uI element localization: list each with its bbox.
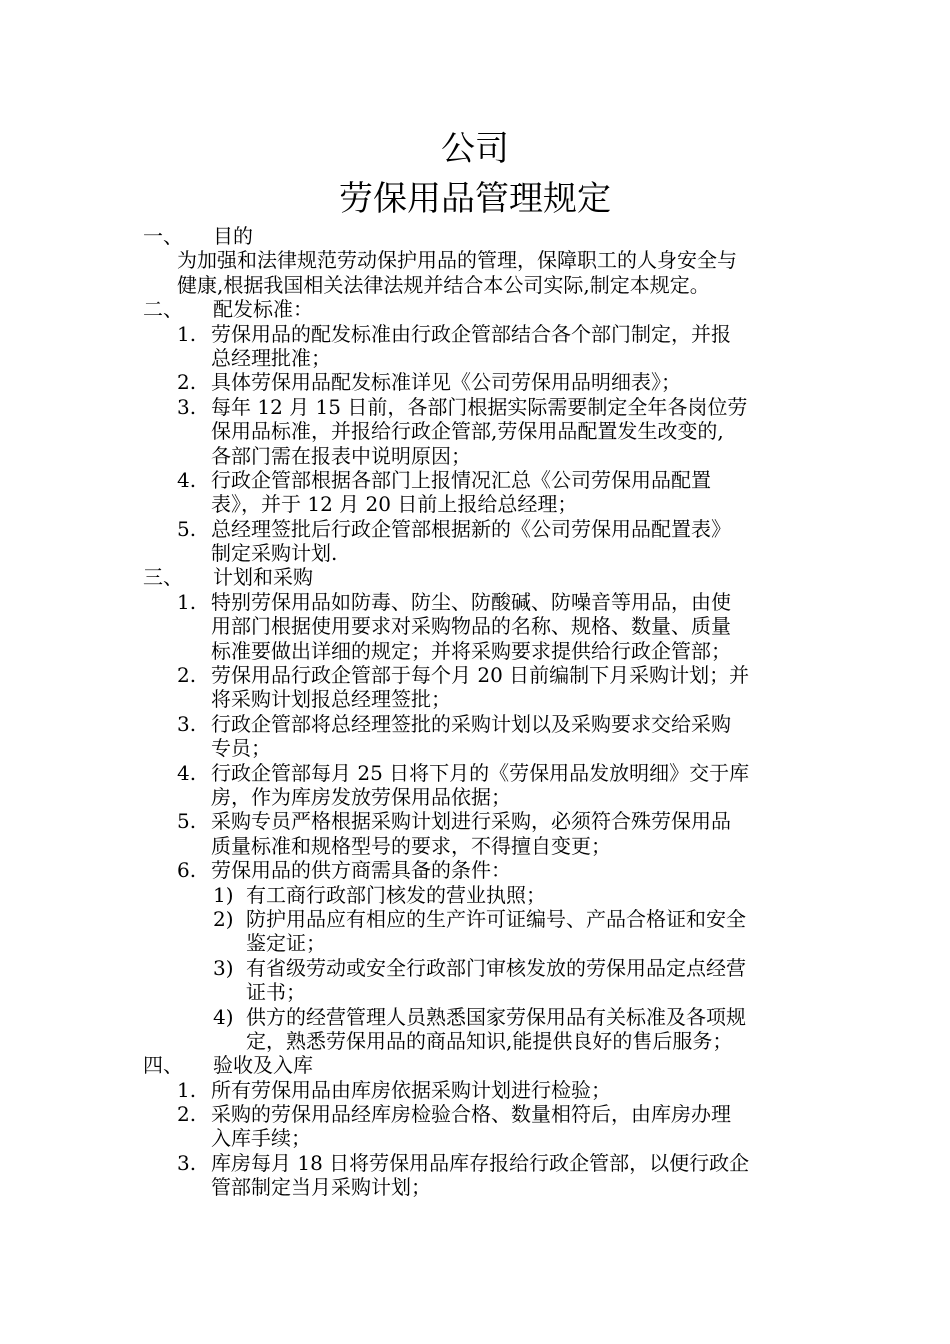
list-item <box>0 809 950 833</box>
list-item-number: 3. <box>177 711 197 736</box>
section-heading <box>0 224 950 248</box>
list-item-text: 行政企管部将总经理签批的采购计划以及采购要求交给采购 <box>211 711 731 736</box>
list-item-text: 库房每月 18 日将劳保用品库存报给行政企管部，以便行政企 <box>211 1150 750 1175</box>
list-item-text: 管部制定当月采购计划； <box>211 1175 431 1200</box>
list-item <box>0 468 950 492</box>
list-item-text: 劳保用品行政企管部于每个月 20 日前编制下月采购计划；并 <box>211 663 750 688</box>
list-item-text: 每年 12 月 15 日前，各部门根据实际需要制定全年各岗位劳 <box>211 394 748 419</box>
section-title: 验收及入库 <box>213 1053 313 1078</box>
paragraph-line <box>0 248 950 272</box>
list-item-continuation <box>0 492 950 516</box>
sub-list-item-number: 2) <box>213 906 234 931</box>
list-item-text: 各部门需在报表中说明原因； <box>211 443 471 468</box>
paragraph-line <box>0 273 950 297</box>
list-item <box>0 663 950 687</box>
section-title: 目的 <box>213 224 253 248</box>
list-item-text: 标准要做出详细的规定；并将采购要求提供给行政企管部； <box>211 638 731 663</box>
section-title: 计划和采购 <box>213 565 313 590</box>
list-item-number: 6. <box>177 858 197 883</box>
list-item-text: 入库手续； <box>211 1126 311 1151</box>
list-item-text: 行政企管部根据各部门上报情况汇总《公司劳保用品配置 <box>211 467 711 492</box>
paragraph-text: 健康,根据我国相关法律法规并结合本公司实际,制定本规定。 <box>177 272 710 297</box>
list-item-continuation <box>0 1175 950 1199</box>
section-heading <box>0 297 950 321</box>
list-item <box>0 590 950 614</box>
list-item-continuation <box>0 785 950 809</box>
sub-list-item <box>0 956 950 980</box>
list-item-number: 3. <box>177 1150 197 1175</box>
sub-list-item <box>0 1005 950 1029</box>
list-item-text: 特别劳保用品如防毒、防尘、防酸碱、防噪音等用品，由使 <box>211 589 731 614</box>
section-title: 配发标准： <box>213 297 313 322</box>
sub-list-item-text: 有省级劳动或安全行政部门审核发放的劳保用品定点经营 <box>246 955 746 980</box>
sub-list-item <box>0 883 950 907</box>
section-heading <box>0 1053 950 1077</box>
list-item-number: 5. <box>177 516 197 541</box>
sub-list-item-text: 定，熟悉劳保用品的商品知识,能提供良好的售后服务； <box>246 1028 733 1053</box>
list-item-text: 总经理批准； <box>211 345 331 370</box>
list-item-text: 劳保用品的配发标准由行政企管部结合各个部门制定，并报 <box>211 321 731 346</box>
sub-list-item-text: 证书； <box>246 980 306 1005</box>
list-item-continuation <box>0 419 950 443</box>
list-item-text: 劳保用品的供方商需具备的条件： <box>211 858 511 883</box>
sub-list-item-continuation <box>0 980 950 1004</box>
list-item-text: 总经理签批后行政企管部根据新的《公司劳保用品配置表》 <box>211 516 731 541</box>
list-item-text: 所有劳保用品由库房依据采购计划进行检验； <box>211 1077 611 1102</box>
list-item-text: 质量标准和规格型号的要求，不得擅自变更； <box>211 833 611 858</box>
list-item-text: 具体劳保用品配发标准详见《公司劳保用品明细表》； <box>211 370 681 395</box>
list-item <box>0 395 950 419</box>
list-item-number: 1. <box>177 321 197 346</box>
sub-list-item-number: 3) <box>213 955 234 980</box>
sub-list-item-text: 有工商行政部门核发的营业执照； <box>246 882 546 907</box>
section-number: 四、 <box>143 1053 183 1078</box>
list-item-text: 表》，并于 12 月 20 日前上报给总经理； <box>211 492 578 517</box>
list-item-text: 将采购计划报总经理签批； <box>211 687 451 712</box>
list-item-continuation <box>0 736 950 760</box>
list-item-number: 2. <box>177 1102 197 1127</box>
sub-list-item-number: 1) <box>213 882 234 907</box>
list-item-number: 2. <box>177 663 197 688</box>
list-item-number: 1. <box>177 1077 197 1102</box>
list-item <box>0 322 950 346</box>
list-item-number: 2. <box>177 370 197 395</box>
list-item-continuation <box>0 687 950 711</box>
list-item-text: 采购专员严格根据采购计划进行采购，必须符合殊劳保用品 <box>211 809 731 834</box>
list-item-continuation <box>0 614 950 638</box>
list-item-number: 1. <box>177 589 197 614</box>
list-item-text: 专员； <box>211 736 271 761</box>
list-item-number: 4. <box>177 467 197 492</box>
section-number: 二、 <box>143 297 183 322</box>
company-heading: 公司 <box>441 129 509 169</box>
section-number: 一、 <box>143 224 183 248</box>
list-item-number: 5. <box>177 809 197 834</box>
list-item-continuation <box>0 1126 950 1150</box>
list-item <box>0 1078 950 1102</box>
list-item-text: 制定采购计划. <box>211 541 338 566</box>
list-item <box>0 370 950 394</box>
list-item-number: 4. <box>177 760 197 785</box>
paragraph-text: 为加强和法律规范劳动保护用品的管理，保障职工的人身安全与 <box>177 248 737 273</box>
sub-list-item-text: 鉴定证； <box>246 931 326 956</box>
sub-list-item-text: 供方的经营管理人员熟悉国家劳保用品有关标准及各项规 <box>246 1004 746 1029</box>
list-item-text: 行政企管部每月 25 日将下月的《劳保用品发放明细》交于库 <box>211 760 750 785</box>
list-item-text: 保用品标准，并报给行政企管部,劳保用品配置发生改变的, <box>211 419 724 444</box>
list-item-continuation <box>0 639 950 663</box>
document-body <box>0 224 950 1200</box>
list-item-continuation <box>0 834 950 858</box>
section-number: 三、 <box>143 565 183 590</box>
document-title: 劳保用品管理规定 <box>339 179 611 219</box>
list-item-continuation <box>0 541 950 565</box>
list-item-continuation <box>0 346 950 370</box>
section-heading <box>0 565 950 589</box>
sub-list-item <box>0 907 950 931</box>
sub-list-item-number: 4) <box>213 1004 234 1029</box>
list-item <box>0 517 950 541</box>
list-item <box>0 1151 950 1175</box>
list-item <box>0 1102 950 1126</box>
sub-list-item-continuation <box>0 1029 950 1053</box>
sub-list-item-text: 防护用品应有相应的生产许可证编号、产品合格证和安全 <box>246 906 746 931</box>
list-item <box>0 712 950 736</box>
list-item <box>0 858 950 882</box>
list-item-text: 用部门根据使用要求对采购物品的名称、规格、数量、质量 <box>211 614 731 639</box>
sub-list-item-continuation <box>0 931 950 955</box>
list-item-continuation <box>0 444 950 468</box>
list-item-number: 3. <box>177 394 197 419</box>
list-item-text: 房，作为库房发放劳保用品依据； <box>211 784 511 809</box>
list-item <box>0 761 950 785</box>
list-item-text: 采购的劳保用品经库房检验合格、数量相符后，由库房办理 <box>211 1102 731 1127</box>
